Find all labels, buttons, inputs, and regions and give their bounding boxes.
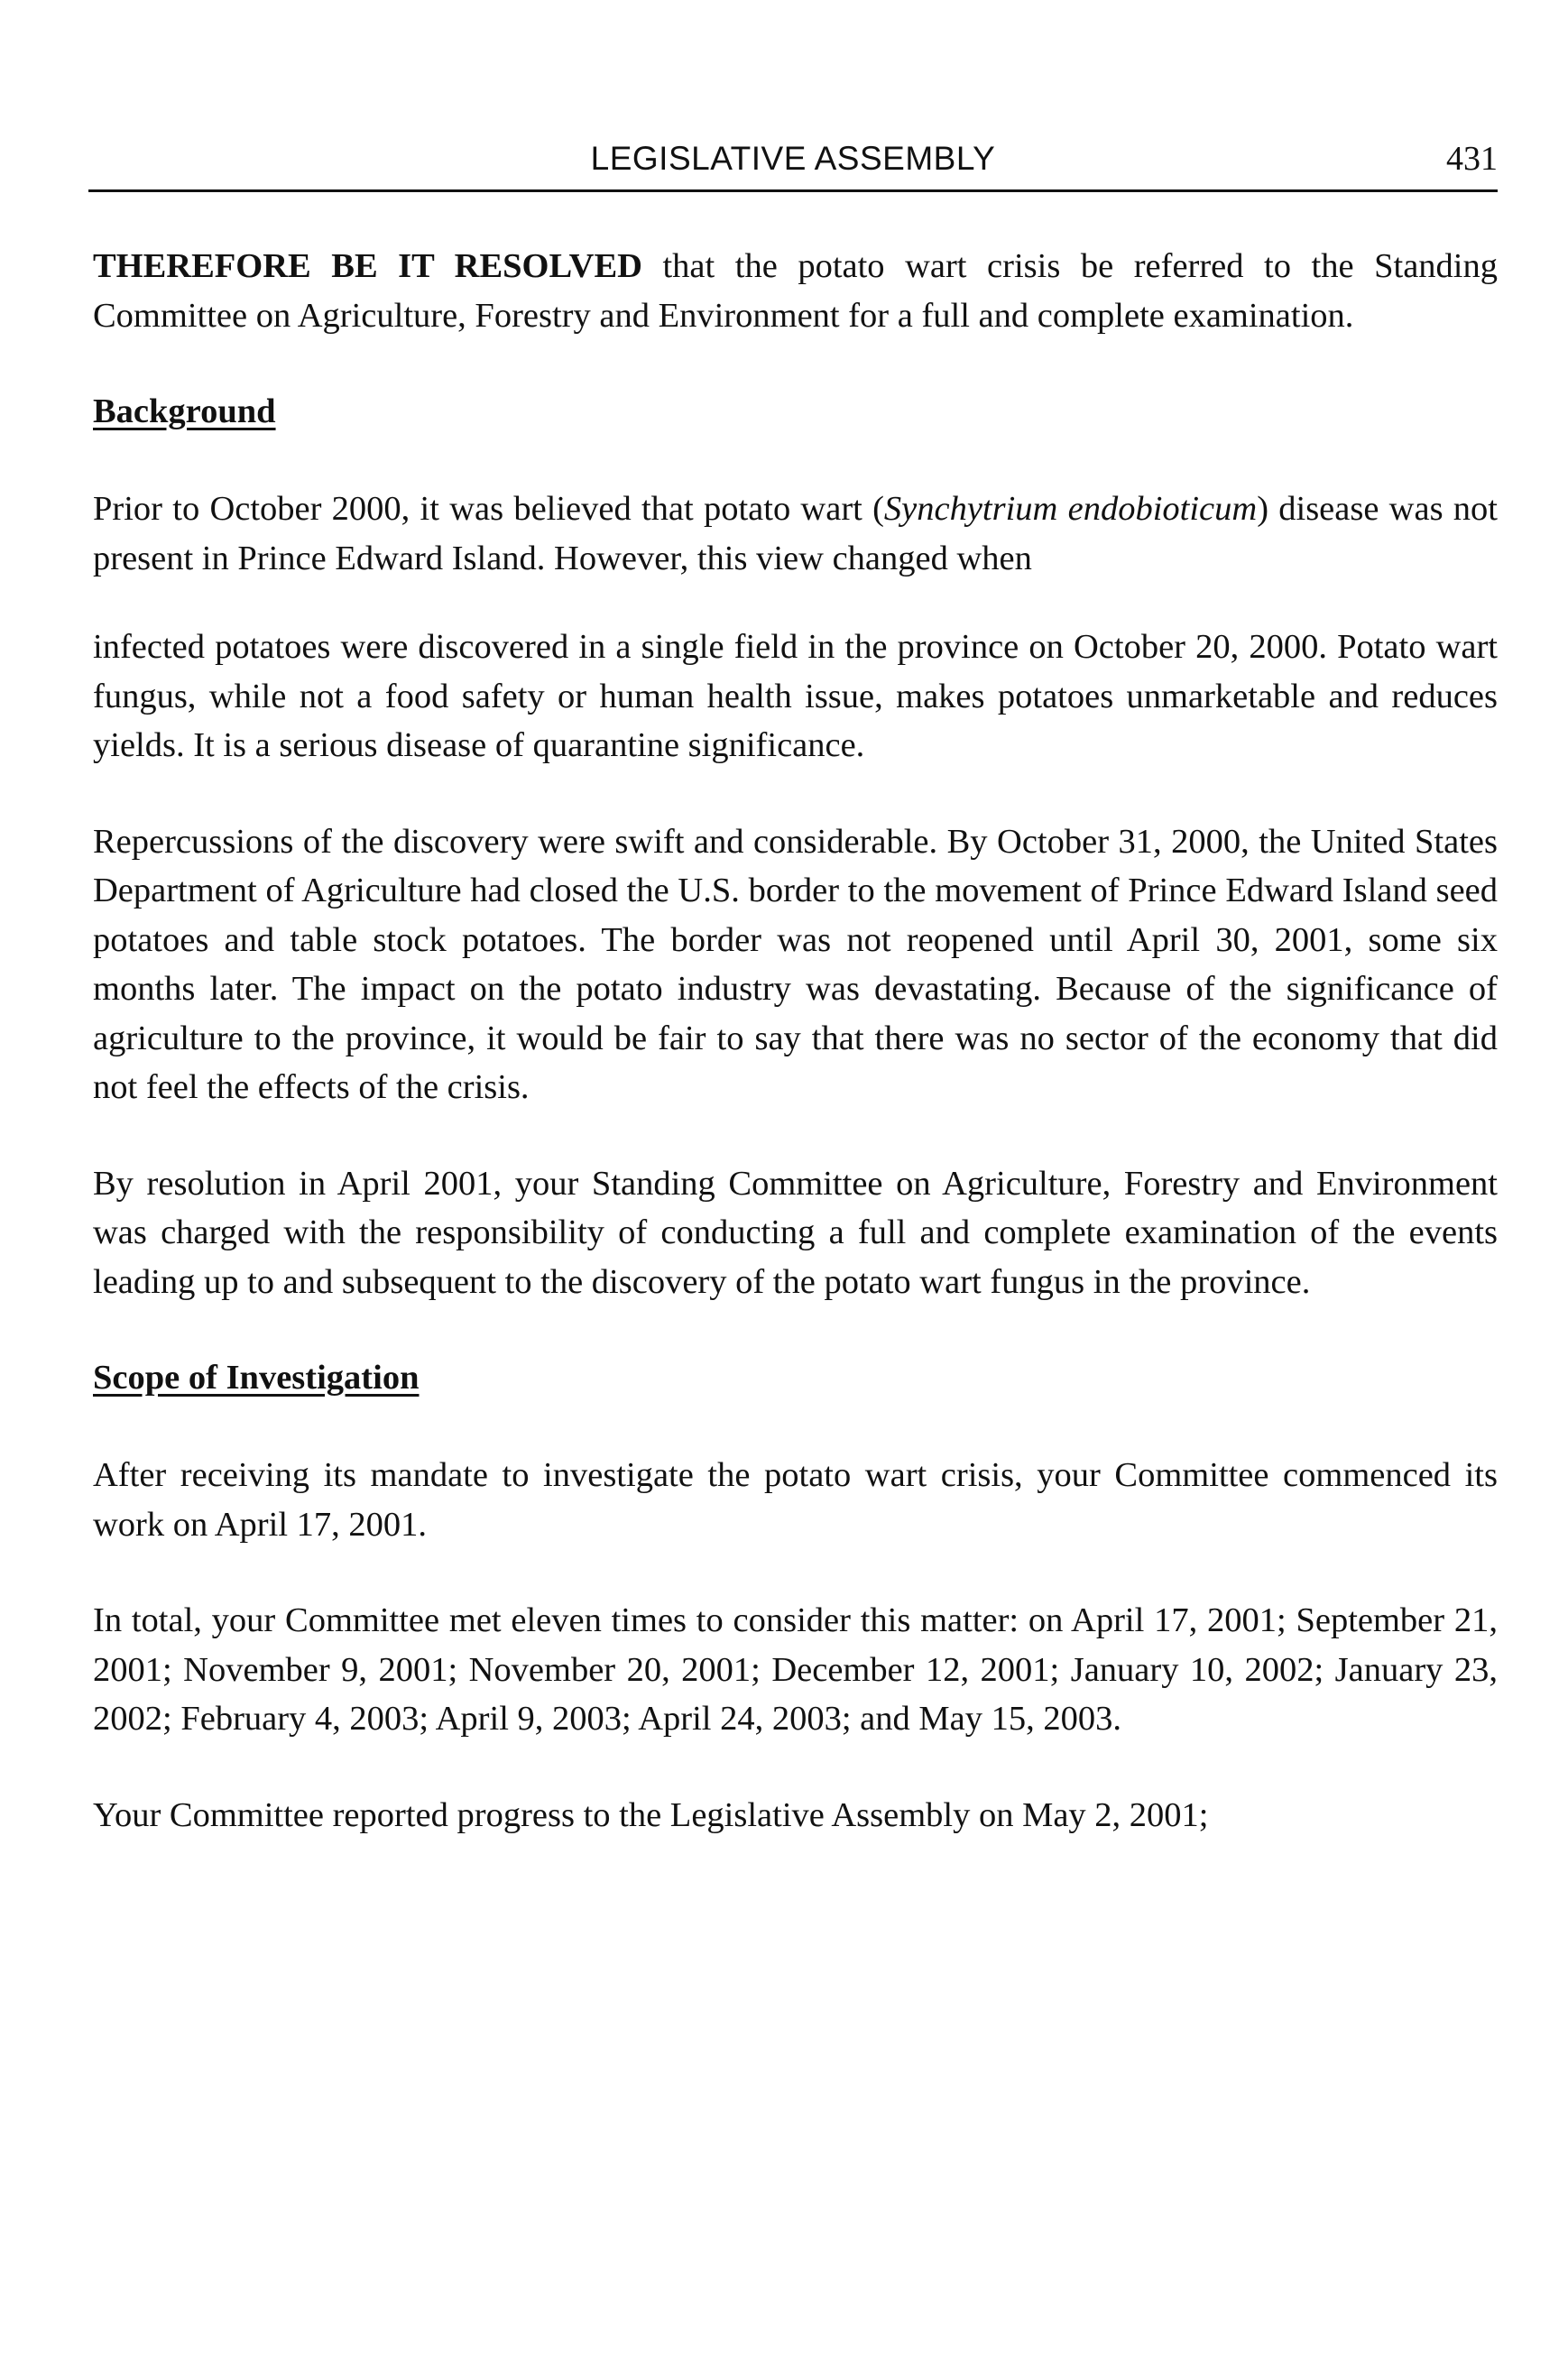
page-body <box>93 242 1498 1840</box>
scope-paragraph-2: In total, your Committee met eleven times to consider this matter: on April 17, 2001; September 21, 2001; November 9, 2001; November 20, 2001; December 12, 2001; January 10, 2002; January 23, 2002; February 4, 2003; April 9, 2003; April 24, 2003; and May 15, 2003. <box>93 1601 1498 1738</box>
background-p1-before: Prior to October 2000, it was believed that potato wart ( <box>93 490 884 528</box>
background-heading: Background <box>93 392 276 430</box>
resolution-lead: THEREFORE BE IT RESOLVED <box>93 247 642 285</box>
resolution-text: that the potato wart crisis be referred to the Standing Committee on Agriculture, Forestry and Environment for a full and complete examination. <box>93 247 1498 335</box>
background-p1-after: ) disease was not present in Prince Edward Island. However, this view changed when <box>93 490 1498 577</box>
background-paragraph-3: Repercussions of the discovery were swift and considerable. By October 31, 2000, the United States Department of Agriculture had closed the U.S. border to the movement of Prince Edward Island seed potatoes and table stock potatoes. The border was not reopened until April 30, 2001, some six months later. The impact on the potato industry was devastating. Because of the significance of agriculture to the province, it would be fair to say that there was no sector of the economy that did not feel the effects of the crisis. <box>93 822 1498 1106</box>
running-header <box>88 137 1498 192</box>
scope-heading: Scope of Investigation <box>93 1359 420 1397</box>
species-name: Synchytrium endobioticum <box>883 490 1258 528</box>
page-number: 431 <box>1446 140 1498 178</box>
running-title: LEGISLATIVE ASSEMBLY <box>590 140 996 177</box>
background-paragraph-1 <box>93 484 1498 583</box>
scope-paragraph-1: After receiving its mandate to investigate the potato wart crisis, your Committee commenced its work on April 17, 2001. <box>93 1456 1498 1544</box>
resolution-paragraph <box>93 242 1498 340</box>
background-paragraph-4: By resolution in April 2001, your Standing Committee on Agriculture, Forestry and Environment was charged with the responsibility of conducting a full and complete examination of the events leading up to and subsequent to the discovery of the potato wart fungus in the province. <box>93 1164 1498 1301</box>
scope-paragraph-3: Your Committee reported progress to the Legislative Assembly on May 2, 2001; <box>93 1795 1209 1834</box>
background-paragraph-2: infected potatoes were discovered in a single field in the province on October 20, 2000. Potato wart fungus, while not a food safety or human health issue, makes potatoes unmarketable and reduces yields. It is a serious disease of quarantine significance. <box>93 628 1498 764</box>
